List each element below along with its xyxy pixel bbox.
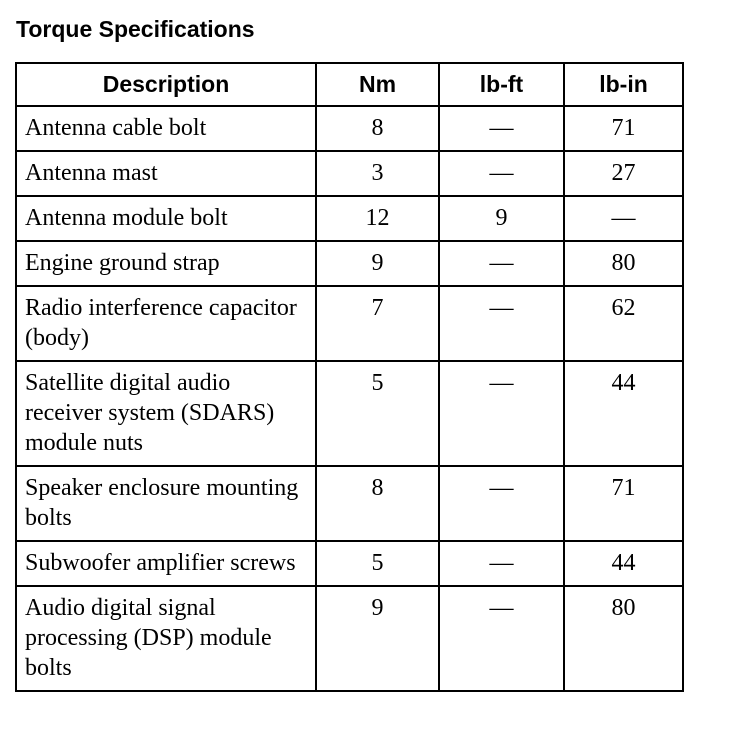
- cell-lb-ft: 9: [439, 196, 564, 241]
- cell-description: Antenna module bolt: [16, 196, 316, 241]
- table-row: [16, 196, 683, 241]
- cell-lb-ft: —: [439, 466, 564, 541]
- column-header-lb-ft: lb-ft: [439, 63, 564, 106]
- cell-nm: 8: [316, 106, 439, 151]
- table-row: [16, 151, 683, 196]
- cell-lb-in: 62: [564, 286, 683, 361]
- cell-description: Radio interference capacitor (body): [16, 286, 316, 361]
- cell-description: Antenna mast: [16, 151, 316, 196]
- cell-description: Engine ground strap: [16, 241, 316, 286]
- cell-lb-in: 44: [564, 541, 683, 586]
- table-row: [16, 361, 683, 466]
- torque-spec-table: [15, 62, 684, 692]
- cell-description: Antenna cable bolt: [16, 106, 316, 151]
- page-title: Torque Specifications: [16, 16, 255, 42]
- cell-lb-ft: —: [439, 586, 564, 691]
- cell-lb-in: 71: [564, 466, 683, 541]
- cell-nm: 5: [316, 541, 439, 586]
- table-header-row: [16, 63, 683, 106]
- cell-lb-ft: —: [439, 541, 564, 586]
- cell-description: Audio digital signal processing (DSP) module bolts: [16, 586, 316, 691]
- cell-lb-ft: —: [439, 106, 564, 151]
- cell-lb-in: 44: [564, 361, 683, 466]
- cell-lb-in: —: [564, 196, 683, 241]
- column-header-description: Description: [16, 63, 316, 106]
- cell-lb-in: 80: [564, 586, 683, 691]
- cell-description: Speaker enclosure mounting bolts: [16, 466, 316, 541]
- cell-lb-ft: —: [439, 286, 564, 361]
- cell-nm: 7: [316, 286, 439, 361]
- cell-nm: 5: [316, 361, 439, 466]
- table-row: [16, 541, 683, 586]
- cell-description: Satellite digital audio receiver system (SDARS) module nuts: [16, 361, 316, 466]
- cell-nm: 8: [316, 466, 439, 541]
- cell-lb-in: 27: [564, 151, 683, 196]
- cell-lb-ft: —: [439, 151, 564, 196]
- table-row: [16, 106, 683, 151]
- cell-lb-in: 80: [564, 241, 683, 286]
- table-row: [16, 286, 683, 361]
- table-row: [16, 586, 683, 691]
- table-row: [16, 241, 683, 286]
- cell-description: Subwoofer amplifier screws: [16, 541, 316, 586]
- cell-lb-ft: —: [439, 241, 564, 286]
- cell-lb-in: 71: [564, 106, 683, 151]
- cell-nm: 12: [316, 196, 439, 241]
- column-header-lb-in: lb-in: [564, 63, 683, 106]
- cell-nm: 3: [316, 151, 439, 196]
- cell-nm: 9: [316, 241, 439, 286]
- cell-lb-ft: —: [439, 361, 564, 466]
- column-header-nm: Nm: [316, 63, 439, 106]
- table-row: [16, 466, 683, 541]
- cell-nm: 9: [316, 586, 439, 691]
